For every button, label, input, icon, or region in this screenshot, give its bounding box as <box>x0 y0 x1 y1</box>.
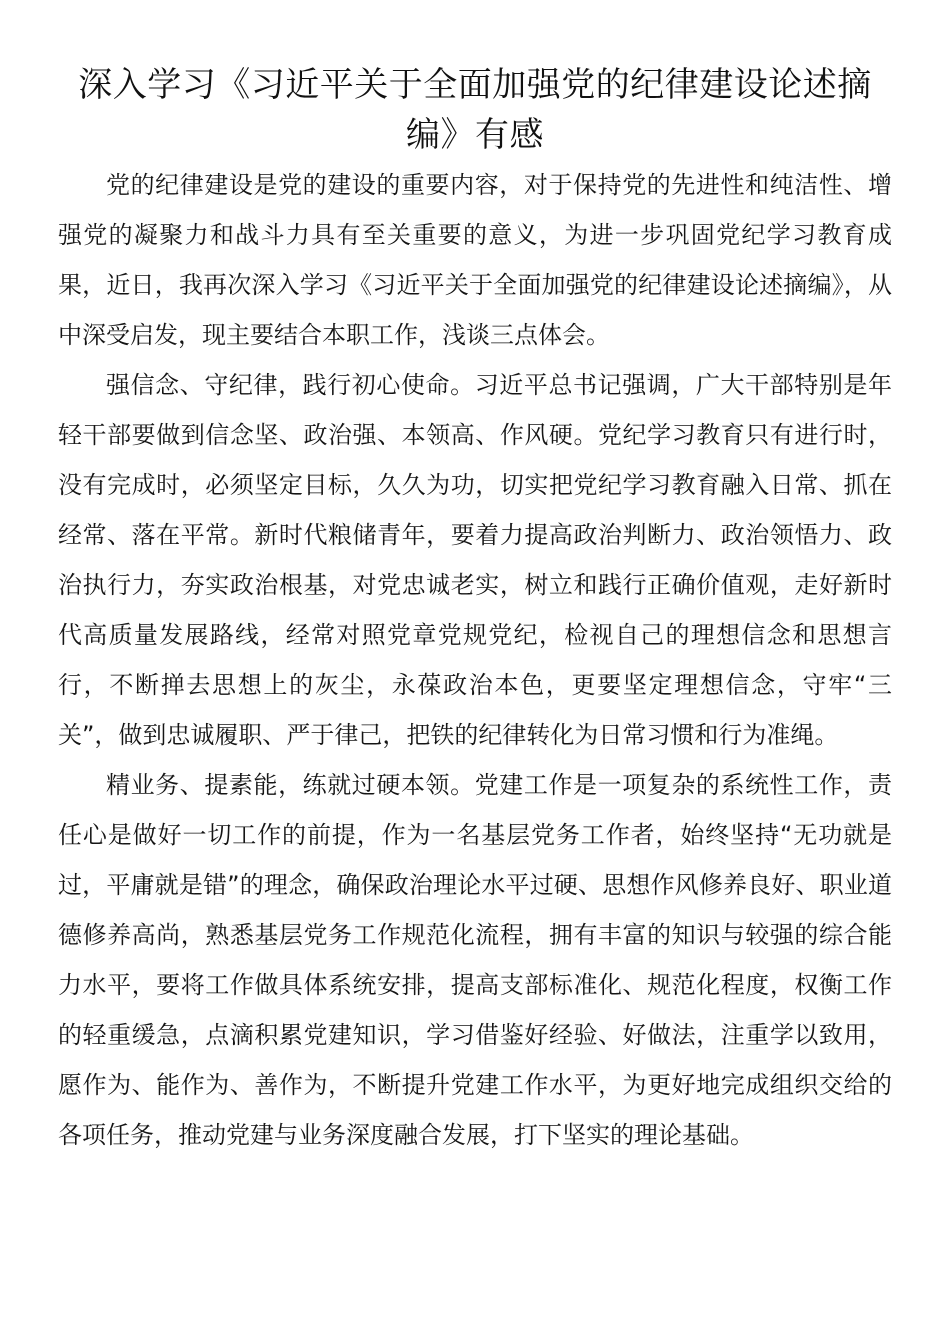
paragraph-point-1: 强信念、守纪律，践行初心使命。习近平总书记强调，广大干部特别是年轻干部要做到信念坚、政治强、本领高、作风硬。党纪学习教育只有进行时，没有完成时，必须坚定目标，久久为功，切实把党纪学习教育融入日常、抓在经常、落在平常。新时代粮储青年，要着力提高政治判断力、政治领悟力、政治执行力，夯实政治根基，对党忠诚老实，树立和践行正确价值观，走好新时代高质量发展路线，经常对照党章党规党纪，检视自己的理想信念和思想言行，不断掸去思想上的灰尘，永葆政治本色，更要坚定理想信念，守牢“三关”，做到忠诚履职、严于律己，把铁的纪律转化为日常习惯和行为准绳。 <box>58 371 892 749</box>
paragraph-intro: 党的纪律建设是党的建设的重要内容，对于保持党的先进性和纯洁性、增强党的凝聚力和战斗力具有至关重要的意义，为进一步巩固党纪学习教育成果，近日，我再次深入学习《习近平关于全面加强党的纪律建设论述摘编》，从中深受启发，现主要结合本职工作，浅谈三点体会。 <box>58 171 892 349</box>
paragraph-point-2: 精业务、提素能，练就过硬本领。党建工作是一项复杂的系统性工作，责任心是做好一切工作的前提，作为一名基层党务工作者，始终坚持“无功就是过，平庸就是错”的理念，确保政治理论水平过硬、思想作风修养良好、职业道德修养高尚，熟悉基层党务工作规范化流程，拥有丰富的知识与较强的综合能力水平，要将工作做具体系统安排，提高支部标准化、规范化程度，权衡工作的轻重缓急，点滴积累党建知识，学习借鉴好经验、好做法，注重学以致用，愿作为、能作为、善作为，不断提升党建工作水平，为更好地完成组织交给的各项任务，推动党建与业务深度融合发展，打下坚实的理论基础。 <box>58 771 892 1149</box>
document-title: 深入学习《习近平关于全面加强党的纪律建设论述摘编》有感 <box>78 65 872 155</box>
